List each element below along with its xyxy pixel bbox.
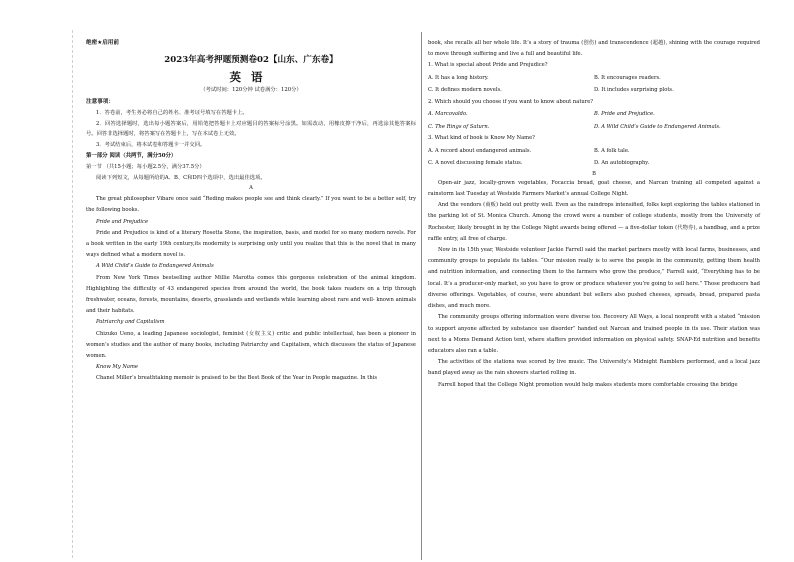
passage-b-paragraph: Open-air jazz, locally-grown vegetables, Focaccia bread, goat cheese, and Narcan training all competed against a rainstorm last Tuesday at Westside Farmers Market’s annual College Night. xyxy=(428,179,760,198)
book-description: From New York Times bestselling author Millie Marotta comes this gorgeous celebration of the animal kingdom. Highlighting the difficulty of 43 endangered species from around the world, the book takes readers on a trip through freshwater, oceans, forests, mountains, deserts, grasslands and wetlands while learning about rare and well- known animals and their habitats. xyxy=(86,274,416,315)
exam-info: （考试时间：120分钟 试卷满分：120分） xyxy=(200,87,302,93)
notice-item: 2．回答选择题时，选出每小题答案后，用铅笔把答题卡上对应题目的答案标号涂黑。如需改动，用橡皮擦干净后，再选涂其他答案标号。回答非选择题时，将答案写在答题卡上，写在本试卷上无效。 xyxy=(86,120,416,137)
book-description: Chizuko Ueno, a leading Japanese sociologist, feminist (女权主义) critic and public intellectual, has been a pioneer in women’s studies and the author of many books, including Patriarchy and Capitalism, which discusses the status of Japanese women. xyxy=(86,330,416,360)
part-heading: 第一部分 阅读（共两节，满分50分） xyxy=(86,153,177,159)
notice-item: 1．答卷前，考生务必将自己的姓名、准考证号填写在答题卡上。 xyxy=(96,110,248,116)
book-description: Pride and Prejudice is kind of a literary Rosetta Stone, the inspiration, basis, and model for so many modern novels. For a book written in the early 19th century,its modernity is surprising only until you realize that this is the novel that in many ways defined what a modern novel is. xyxy=(86,229,416,259)
option-b: B. Pride and Prejudice. xyxy=(594,111,655,118)
paper-title: 2023年高考押题预测卷02【山东、广东卷】 xyxy=(164,55,338,65)
section-heading: 第一节 （共15小题；每小题2.5分，满分37.5分） xyxy=(86,164,205,170)
binding-line xyxy=(72,30,73,558)
notice-heading: 注意事项： xyxy=(86,99,114,105)
passage-b-paragraph: And the vendors (商贩) held out pretty well. Even as the raindrops intensified, folks kept exploring the tables stationed in the parking lot of St. Monica Church. Among the crowd were a number of college students, mostly from the University of Rochester, likely brought in by the College Night awards being offered — a five-dollar token (代物券), a handbag, and a prize raffle entry, all free of charge. xyxy=(428,202,760,242)
question-stem: 3. What kind of book is Know My Name? xyxy=(428,135,535,142)
column-divider xyxy=(421,32,422,560)
option-d: D. A Wild Child’s Guide to Endangered Animals. xyxy=(594,123,721,130)
book-title: A Wild Child’s Guide to Endangered Animals xyxy=(96,263,214,270)
option-c: C. The Rings of Saturn. xyxy=(428,123,490,130)
passage-b-letter: B xyxy=(592,170,596,177)
options-row xyxy=(428,157,760,170)
left-column xyxy=(86,38,416,385)
passage-b-paragraph: Farrell hoped that the College Night promotion would help makes students more comfortable crossing the bridge xyxy=(438,381,738,388)
notice-item: 3．考试结束后，将本试卷和答题卡一并交回。 xyxy=(96,141,206,148)
book-description: Chanel Miller’s breathtaking memoir is praised to be the Best Book of the Year in People magazine. In this xyxy=(96,375,378,382)
options-row xyxy=(428,108,760,121)
passage-a-intro: The great philosopher Vibare once said “Reding makes people see and think clearly.” If you want to be a better self, try the following books. xyxy=(86,196,416,214)
passage-a-letter: A xyxy=(249,185,253,191)
question-stem: 1. What is special about Pride and Prejudice? xyxy=(428,62,548,69)
option-c: C. A novel discussing female status. xyxy=(428,160,523,167)
passage-a-continued: book, she recalls all her whole life. It’s a story of trauma (创伤) and transcendence (超越), shining with the courage required to move through suffering and live a full and beautiful life. xyxy=(428,40,760,58)
option-b: B. It encourages readers. xyxy=(594,74,661,81)
subject-title: 英语 xyxy=(229,70,273,84)
options-row xyxy=(428,84,760,97)
question-stem: 2. Which should you choose if you want to know about nature? xyxy=(428,98,594,105)
book-title: Patriarchy and Capitalism xyxy=(96,319,165,326)
confidential-mark: 绝密★启用前 xyxy=(86,40,119,46)
option-d: D. An autobiography. xyxy=(594,160,650,167)
options-row xyxy=(428,121,760,134)
book-title: Pride and Prejudice xyxy=(96,218,149,225)
options-row xyxy=(428,72,760,85)
option-b: B. A folk tale. xyxy=(594,147,630,154)
passage-b-paragraph: The community groups offering information were diverse too. Recovery All Ways, a local nonprofit with a stated “mission to support anyone affected by substance use disorder” handed out Narcan and trained people in its use. Their station was next to a Moms Demand Action tent, where staffers provided information on physical safety. SNAP-Ed nutrition and benefits educators also ran a table. xyxy=(428,314,760,354)
option-a: A. It has a long history. xyxy=(428,74,489,81)
book-title: Know My Name xyxy=(96,364,138,371)
right-column xyxy=(428,38,760,391)
instruction-text: 阅读下列短文，从每题所给的A、B、C和D四个选项中，选出最佳选项。 xyxy=(96,174,266,181)
option-a: A. A record about endangered animals. xyxy=(428,147,532,154)
option-d: D. It includes surprising plots. xyxy=(594,87,674,94)
passage-b-paragraph: The activities of the stations was scored by live music. The University’s Midnight Ramblers performed, and a local jazz band played away as the rain showers started rolling in. xyxy=(428,359,760,377)
option-a: A. Marcovaldo. xyxy=(428,111,468,118)
options-row xyxy=(428,145,760,158)
option-c: C. It defines modern novels. xyxy=(428,87,502,94)
passage-b-paragraph: Now in its 15th year, Westside volunteer Jackie Farrell said the market partners mostly with local farms, businesses, and community groups to populate its tables. “Our mission really is to serve the people in the community, getting them health and nutrition information, and connecting them to the farmers who grow the produce,” Farrell said, “Everything has to be local. It’s a producer-only market, so you have to grow or produce whatever you’re going to sell here.” Those producers had diverse offerings. Vegetables, of course, were abundant but sellers also pushed cheeses, spreads, bread, prepared pasta dishes, and much more. xyxy=(428,247,760,310)
